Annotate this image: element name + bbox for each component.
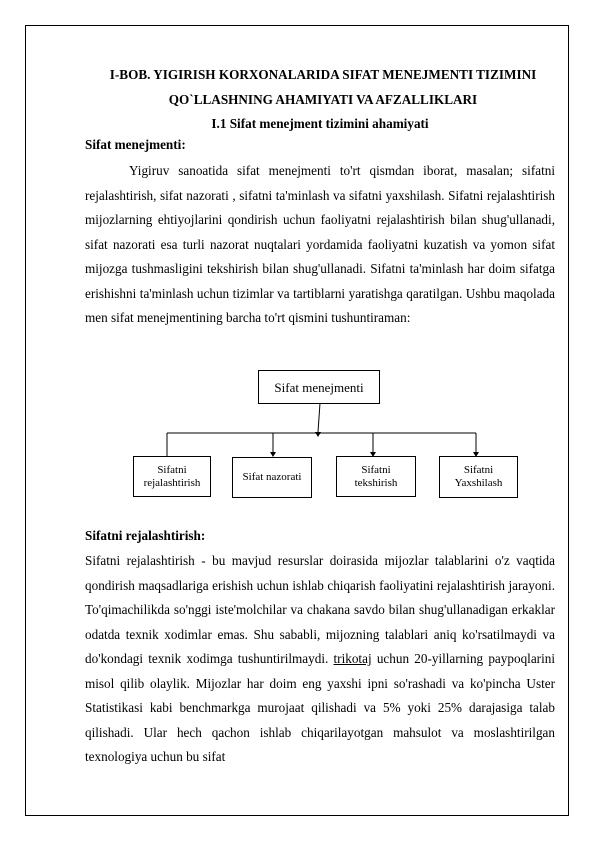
diagram-box-label-line2: tekshirish — [354, 476, 398, 489]
diagram-box-label-line1: Sifatni — [463, 464, 494, 476]
paragraph-text-continued: uchun 20-yillarning paypoqlarini misol qilib olaylik. Mijozlar har doim eng yaxshi ipni so'rashadi va ko'pincha Uster Statistikasi kabi benchmarkga murojaat qilishadi va 5% yoki 25% darajasiga talab qilishadi. Ular hech qachon ishlab chiqarilayotgan mahsulot va moslashtirilgan texnologiya uchun bu sifat — [85, 651, 555, 764]
section-title: I.1 Sifat menejment tizimini ahamiyati — [211, 116, 429, 131]
diagram-root-box: Sifat menejmenti — [258, 370, 380, 404]
heading-sifatni-rejalashtirish: Sifatni rejalashtirish: — [85, 528, 206, 543]
paragraph-text: Sifatni rejalashtirish - bu mavjud resurslar doirasida mijozlar talablarini o'z vaqtida qondirish maqsadlariga erishish uchun ishlab chiqarish faoliyatini rejalashtirish jarayoni. To'qimachilikda so'nggi iste'molchilar va chakana savdo bilan shug'ullanadigan erkaklar odatda texnik xodimlar emas. Shu sababli, mijozning talablari aniq ko'rsatilmaydi va do'kondagi texnik xodimga tushuntirilmaydi. — [85, 553, 555, 666]
diagram-box-label-line1: Sifatni — [157, 463, 187, 476]
diagram-box-label-line1: Sifat nazorati — [242, 471, 302, 483]
chapter-title-line2: QO`LLASHNING AHAMIYATI VA AFZALLIKLARI — [168, 92, 478, 107]
chapter-title-line1: I-BOB. YIGIRISH KORXONALARIDA SIFAT MENEJMENTI TIZIMINI — [109, 67, 537, 82]
paragraph-rejalashtirish — [85, 549, 555, 770]
heading-sifat-menejmenti: Sifat menejmenti: — [85, 137, 186, 152]
diagram-box-label-line1: Sifatni — [361, 463, 391, 476]
trikotaj-link[interactable]: trikotaj — [333, 651, 372, 666]
diagram-box-label-line2: rejalashtirish — [143, 476, 201, 489]
paragraph-intro: Yigiruv sanoatida sifat menejmenti to'rt qismdan iborat, masalan; sifatni rejalashtirish, sifat nazorati , sifatni ta'minlash va sifatni yaxshilash. Sifatni rejalashtirish mijozlarning ehtiyojlarini qondirish uchun faoliyatni rejalashtirish bilan shug'ullanadi, sifat nazorati esa turli nazorat nuqtalari yordamida faoliyatni kuzatish va yomon sifat mijozga tushmasligini tekshirish bilan shug'ullanadi. Sifatni ta'minlash har doim sifatga erishishni ta'minlash uchun tizimlar va tartiblarni yaratishga qaratilgan. Ushbu maqolada men sifat menejmentining barcha to'rt qismini tushuntiraman: — [85, 163, 555, 325]
diagram-box-label-line2: Yaxshilash — [454, 477, 503, 489]
chapter-title — [85, 62, 555, 112]
